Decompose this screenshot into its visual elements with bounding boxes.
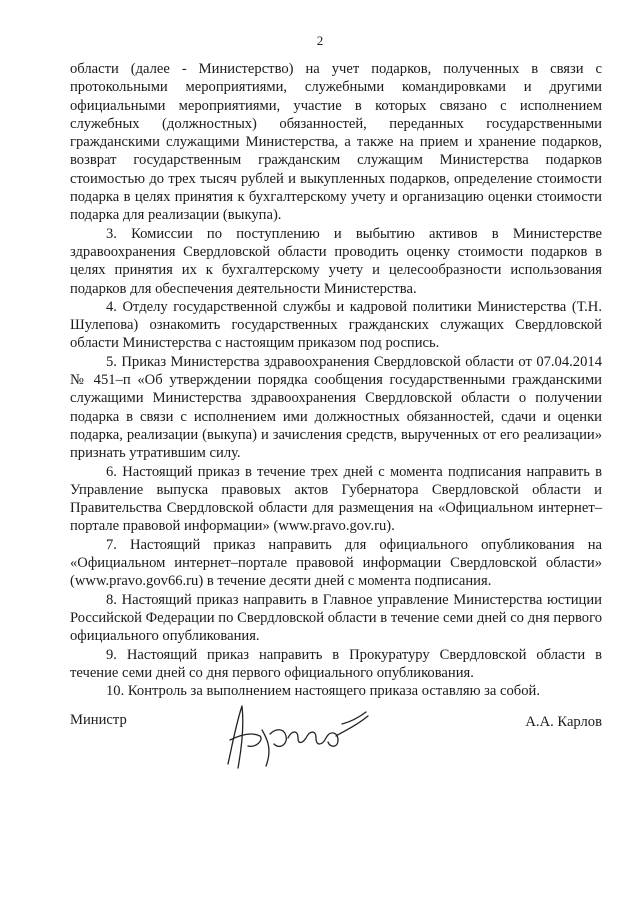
paragraph-5: 5. Приказ Министерства здравоохранения Свердловской области от 07.04.2014 № 451–п «Об утверждении порядка сообщения государственными гражданскими служащими Министерства здравоохранения Свердловской области о получении подарка в связи с исполнением ими должностных обязанностей, сдачи и оценки подарка, реализации (выкупа) и зачисления средств, вырученных от его реализации» признать утратившим силу.	[70, 353, 602, 462]
paragraph-continuation: области (далее - Министерство) на учет подарков, полученных в связи с протокольными мероприятиями, служебными командировками и другими официальными мероприятиями, участие в которых связано с исполнением служебных (должностных) обязанностей, переданных государственными гражданскими служащими Министерства, а также на прием и хранение подарков, возврат государственным гражданским служащим Министерства подарков стоимостью до трех тысяч рублей и выкупленных подарков, определение стоимости подарка в целях принятия к бухгалтерскому учету и организацию оценки стоимости подарка для реализации (выкупа).	[70, 61, 602, 224]
document-body	[70, 60, 602, 700]
handwritten-signature	[218, 694, 388, 774]
paragraph-9: 9. Настоящий приказ направить в Прокуратуру Свердловской области в течение семи дней со дня первого официального опубликования.	[70, 646, 602, 681]
page-number: 2	[316, 33, 324, 48]
paragraph-8: 8. Настоящий приказ направить в Главное управление Министерства юстиции Российской Федерации по Свердловской области в течение семи дней со дня первого официального опубликования.	[70, 591, 602, 645]
paragraph-4: 4. Отделу государственной службы и кадровой политики Министерства (Т.Н. Шулепова) ознакомить государственных гражданских служащих Свердловской области Министерства с настоящим приказом под роспись.	[70, 298, 602, 352]
signer-name: А.А. Карлов	[525, 714, 602, 730]
paragraph-6: 6. Настоящий приказ в течение трех дней с момента подписания направить в Управление выпуска правовых актов Губернатора Свердловской области и Правительства Свердловской области для размещения на «Официальном интернет–портале правовой информации» (www.pravo.gov.ru).	[70, 463, 602, 535]
paragraph-10: 10. Контроль за выполнением настоящего приказа оставляю за собой.	[106, 683, 540, 700]
paragraph-7: 7. Настоящий приказ направить для официального опубликования на «Официальном интернет–портале правовой информации Свердловской области» (www.pravo.gov66.ru) в течение десяти дней с момента подписания.	[70, 536, 602, 590]
paragraph-3: 3. Комиссии по поступлению и выбытию активов в Министерстве здравоохранения Свердловской области проводить оценку стоимости подарков в целях принятия их к бухгалтерскому учету и целесообразности использования подарков для обеспечения деятельности Министерства.	[70, 225, 602, 297]
signer-position: Министр	[70, 712, 127, 728]
signature-block	[70, 700, 602, 780]
